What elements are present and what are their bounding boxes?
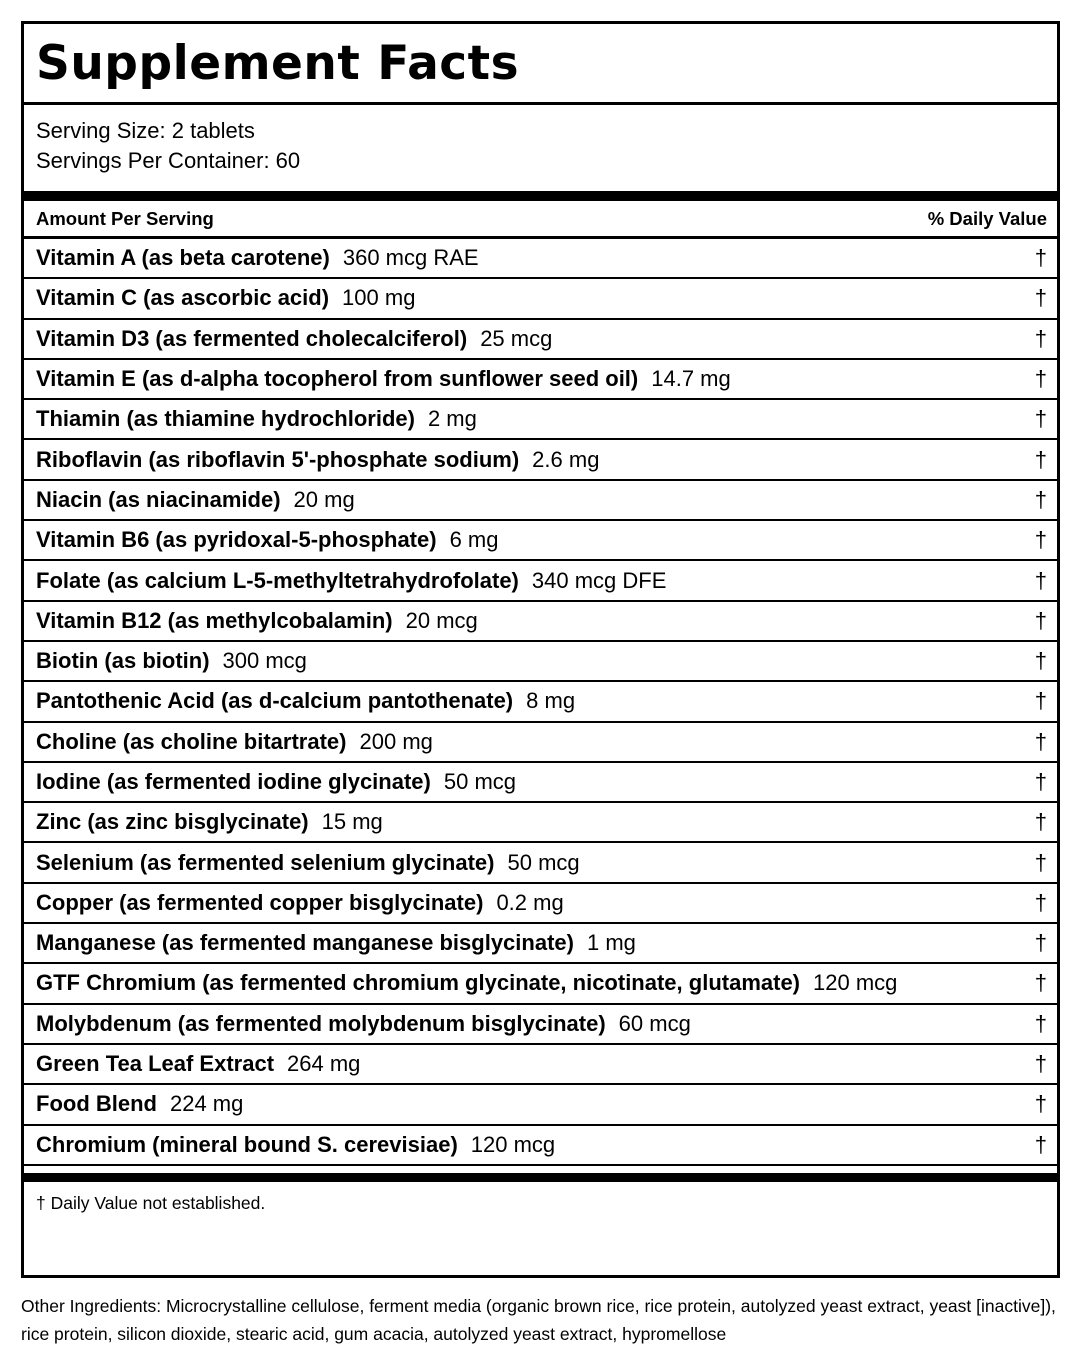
nutrient-name: GTF Chromium (as fermented chromium glycinate, nicotinate, glutamate) [36,970,801,996]
nutrient-amount: 1 mg [586,930,636,956]
serving-info [24,105,1057,191]
nutrient-row [24,602,1057,642]
nutrient-amount: 60 mcg [618,1010,691,1036]
nutrient-name: Green Tea Leaf Extract [36,1051,275,1077]
nutrient-amount: 25 mcg [480,325,553,351]
servings-per-container: Servings Per Container: 60 [36,148,301,173]
nutrient-daily-value: † [1034,486,1047,512]
nutrient-daily-value: † [1034,728,1047,754]
nutrient-name: Manganese (as fermented manganese bisglycinate) [36,930,574,956]
nutrient-daily-value: † [1034,930,1047,956]
nutrient-amount: 15 mg [321,809,383,835]
supplement-facts-panel [21,21,1060,1278]
nutrient-name: Vitamin D3 (as fermented cholecalciferol) [36,325,468,351]
panel-title: Supplement Facts [24,24,1057,105]
nutrient-daily-value: † [1034,325,1047,351]
nutrient-info [36,970,897,996]
nutrient-row [24,1085,1057,1125]
nutrient-row [24,1005,1057,1045]
nutrient-daily-value: † [1034,527,1047,553]
thick-divider-bottom [24,1173,1057,1182]
nutrient-row [24,884,1057,924]
footnote: † Daily Value not established. [36,1192,266,1213]
nutrient-amount: 340 mcg DFE [531,567,667,593]
nutrient-row [24,682,1057,722]
nutrient-name: Iodine (as fermented iodine glycinate) [36,769,431,794]
nutrient-info [36,487,355,513]
nutrient-row [24,924,1057,964]
serving-size: Serving Size: 2 tablets [36,118,255,143]
nutrient-daily-value: † [1034,446,1047,472]
nutrient-name: Molybdenum (as fermented molybdenum bisglycinate) [36,1010,606,1036]
nutrient-info [36,729,433,755]
nutrient-amount: 14.7 mg [651,366,731,392]
nutrient-name: Riboflavin (as riboflavin 5'-phosphate sodium) [36,446,520,472]
amount-per-serving-header: Amount Per Serving [36,207,214,229]
nutrient-row [24,642,1057,682]
nutrient-amount: 50 mcg [443,769,517,794]
nutrient-daily-value: † [1034,769,1047,794]
nutrient-amount: 120 mcg [470,1131,556,1157]
nutrient-amount: 20 mg [293,486,355,512]
nutrient-daily-value: † [1034,889,1047,915]
nutrient-name: Vitamin B12 (as methylcobalamin) [36,607,393,633]
nutrient-amount: 2 mg [427,406,477,432]
nutrient-info [36,648,307,674]
nutrient-amount: 360 mcg RAE [342,245,479,271]
nutrient-info [36,366,731,392]
nutrient-info [36,568,666,594]
nutrient-name: Copper (as fermented copper bisglycinate) [36,889,484,915]
nutrient-info [36,245,479,271]
nutrient-info [36,850,580,876]
nutrient-row [24,279,1057,319]
nutrient-name: Choline (as choline bitartrate) [36,728,347,754]
column-header [24,201,1057,239]
nutrient-amount: 0.2 mg [496,889,564,915]
nutrient-daily-value: † [1034,245,1047,271]
nutrient-name: Vitamin E (as d-alpha tocopherol from sunflower seed oil) [36,366,639,392]
nutrient-name: Zinc (as zinc bisglycinate) [36,809,309,835]
nutrient-name: Niacin (as niacinamide) [36,486,281,512]
nutrient-daily-value: † [1034,1091,1047,1117]
nutrient-daily-value: † [1034,406,1047,432]
nutrient-info [36,406,477,432]
nutrient-name: Chromium (mineral bound S. cerevisiae) [36,1131,458,1157]
nutrient-info [36,1051,360,1077]
other-ingredients: Other Ingredients: Microcrystalline cellulose, ferment media (organic brown rice, rice protein, autolyzed yeast extract, yeast [inactive]), rice protein, silicon dioxide, stearic acid, gum acacia, autolyzed yeast extract, hypromellose [21,1296,1056,1344]
nutrient-amount: 8 mg [526,688,576,714]
nutrient-row [24,1045,1057,1085]
nutrient-row [24,561,1057,601]
nutrient-daily-value: † [1034,809,1047,835]
nutrient-info [36,447,599,473]
nutrient-info [36,769,516,795]
nutrient-daily-value: † [1034,1131,1047,1157]
nutrient-amount: 300 mcg [222,648,307,674]
nutrient-daily-value: † [1034,285,1047,311]
nutrient-list [24,239,1057,1166]
nutrient-row [24,803,1057,843]
nutrient-info [36,890,564,916]
nutrient-amount: 100 mg [342,285,416,311]
nutrient-row [24,964,1057,1004]
nutrient-row [24,320,1057,360]
nutrient-row [24,239,1057,279]
nutrient-row [24,481,1057,521]
nutrient-daily-value: † [1034,970,1047,996]
nutrient-info [36,688,575,714]
nutrient-name: Pantothenic Acid (as d-calcium pantothenate) [36,688,514,714]
nutrient-info [36,608,478,634]
nutrient-row [24,723,1057,763]
nutrient-info [36,1091,243,1117]
nutrient-name: Thiamin (as thiamine hydrochloride) [36,406,415,432]
nutrient-row [24,400,1057,440]
nutrient-info [36,1132,555,1158]
nutrient-name: Vitamin C (as ascorbic acid) [36,285,330,311]
nutrient-amount: 120 mcg [813,970,898,996]
nutrient-name: Biotin (as biotin) [36,648,210,674]
thick-divider [24,191,1057,201]
nutrient-info [36,809,383,835]
nutrient-amount: 2.6 mg [532,446,600,472]
nutrient-daily-value: † [1034,1051,1047,1077]
daily-value-header: % Daily Value [927,207,1047,229]
nutrient-row [24,763,1057,803]
nutrient-name: Food Blend [36,1091,157,1117]
nutrient-daily-value: † [1034,607,1047,633]
nutrient-daily-value: † [1034,366,1047,392]
nutrient-amount: 50 mcg [507,849,580,875]
nutrient-daily-value: † [1034,567,1047,593]
nutrient-info [36,285,415,311]
nutrient-daily-value: † [1034,849,1047,875]
nutrient-amount: 264 mg [287,1051,361,1077]
nutrient-amount: 20 mcg [405,607,478,633]
nutrient-daily-value: † [1034,688,1047,714]
nutrient-name: Vitamin A (as beta carotene) [36,245,330,271]
nutrient-amount: 200 mg [359,728,433,754]
nutrient-row [24,440,1057,480]
nutrient-info [36,527,499,553]
nutrient-name: Vitamin B6 (as pyridoxal-5-phosphate) [36,527,437,553]
nutrient-amount: 6 mg [449,527,499,553]
nutrient-info [36,1011,691,1037]
nutrient-row [24,843,1057,883]
nutrient-name: Folate (as calcium L-5-methyltetrahydrofolate) [36,567,519,593]
nutrient-daily-value: † [1034,1010,1047,1036]
nutrient-row [24,1126,1057,1166]
nutrient-row [24,521,1057,561]
bottom-divider [24,1166,1057,1184]
nutrient-name: Selenium (as fermented selenium glycinate) [36,849,495,875]
nutrient-daily-value: † [1034,648,1047,674]
nutrient-row [24,360,1057,400]
nutrient-info [36,326,552,352]
nutrient-amount: 224 mg [169,1091,244,1117]
nutrient-info [36,930,636,956]
